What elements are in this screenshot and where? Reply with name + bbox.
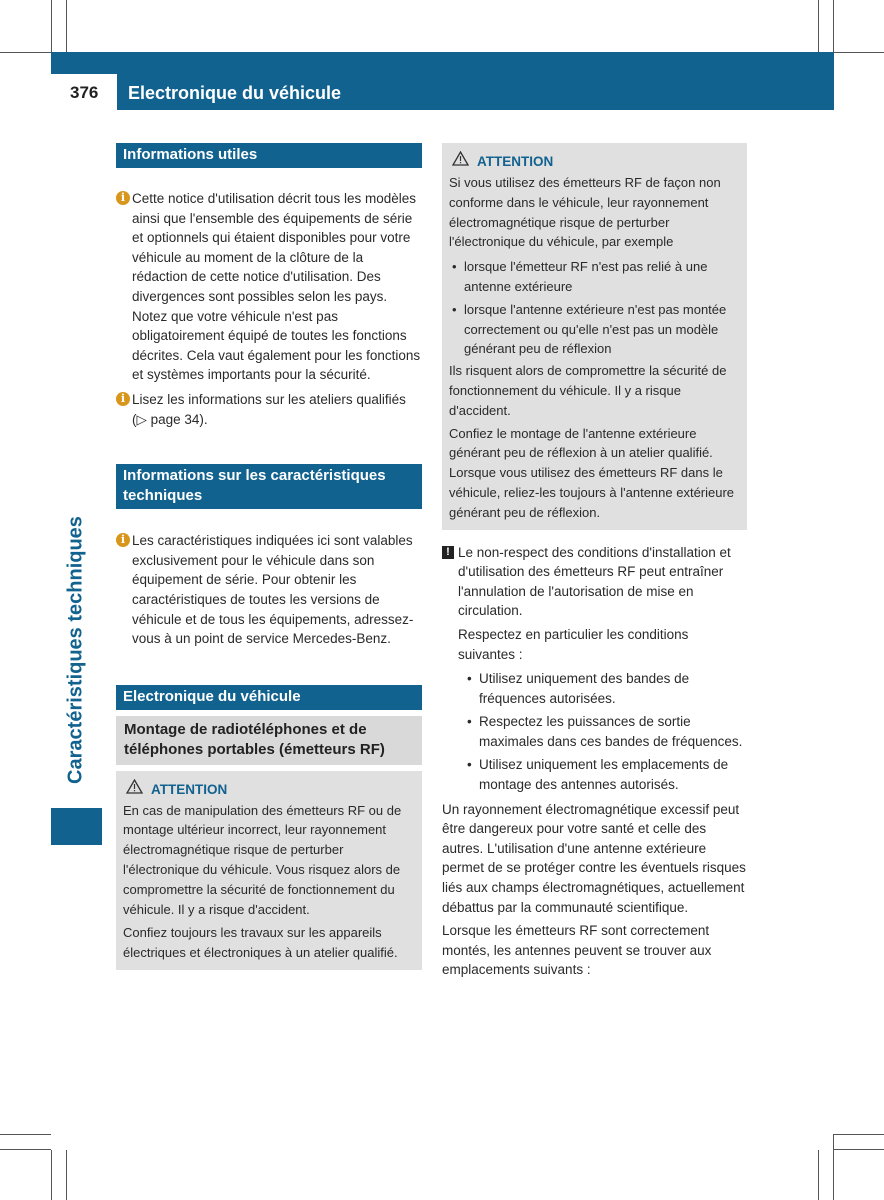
info-paragraph: [116, 390, 422, 429]
crop-mark: [833, 0, 834, 52]
section-heading-caracteristiques: Informations sur les caractéristiques techniques: [116, 464, 422, 509]
info-text-page-reference: Lisez les informations sur les ateliers qualifiés (▷ page 34).: [132, 391, 406, 427]
crop-mark: [0, 1149, 51, 1150]
notice-paragraph: [442, 543, 747, 621]
warning-heading: [449, 151, 740, 171]
crop-mark: [818, 1150, 819, 1200]
info-icon: i: [116, 191, 130, 205]
warning-heading: [123, 779, 415, 799]
info-paragraph: [116, 531, 422, 649]
notice-details: [442, 625, 747, 795]
warning-text: Confiez toujours les travaux sur les appareils électriques et électroniques à un atelier qualifié.: [123, 925, 398, 961]
info-icon: i: [116, 392, 130, 406]
section-heading-electronique: Electronique du véhicule: [116, 685, 422, 710]
warning-title: ATTENTION: [477, 154, 554, 169]
crop-mark: [51, 1150, 52, 1200]
list-item: • Utilisez uniquement les emplacements de montage des antennes autorisés.: [464, 755, 747, 794]
notice-text: Respectez en particulier les conditions suivantes :: [458, 626, 689, 662]
crop-mark: [66, 0, 67, 52]
warning-text: En cas de manipulation des émetteurs RF ou de montage ultérieur incorrect, leur rayonnement électromagnétique risque de perturber l'électronique du véhicule. Vous risquez alors de compromettre la sécurité de fonctionnement du véhicule. Il y a risque d'accident.: [123, 802, 402, 917]
warning-title: ATTENTION: [151, 781, 228, 797]
body-paragraph: Lorsque les émetteurs RF sont correctement montés, les antennes peuvent se trouver aux emplacements suivants :: [442, 923, 712, 978]
info-icon: i: [116, 533, 130, 547]
section-heading-informations-utiles: Informations utiles: [116, 143, 422, 168]
crop-mark: [0, 1134, 51, 1135]
info-paragraph: [116, 189, 422, 385]
list-item: • lorsque l'antenne extérieure n'est pas montée correctement ou qu'elle n'est pas un modèle générant peu de réflexion: [449, 300, 740, 359]
crop-mark: [834, 1149, 884, 1150]
warning-text: Si vous utilisez des émetteurs RF de façon non conforme dans le véhicule, leur rayonnement électromagnétique risque de perturber l'électronique du véhicule, par exemple: [449, 175, 721, 250]
crop-mark: [833, 1134, 834, 1200]
body-paragraph: Un rayonnement électromagnétique excessif peut être dangereux pour votre santé et celle des autres. L'utilisation d'une antenne extérieure permet de se protéger contre les éventuels risques liés aux champs électromagnétiques, actuellement débattus par la communauté scientifique.: [442, 801, 746, 915]
list-item: • Respectez les puissances de sortie maximales dans ces bandes de fréquences.: [464, 712, 747, 751]
warning-box: [116, 771, 422, 970]
subsection-heading-montage: Montage de radiotéléphones et de téléphones portables (émetteurs RF): [116, 716, 422, 765]
page-number: 376: [70, 83, 99, 102]
warning-box: [442, 143, 747, 530]
info-text: Cette notice d'utilisation décrit tous les modèles ainsi que l'ensemble des équipements de série et optionnels qui étaient disponibles pour votre véhicule au moment de la clôture de la rédaction de cette notice d'utilisation. Des divergences sont possibles selon les pays. Notez que votre véhicule n'est pas obligatoirement équipé de toutes les fonctions décrites. Cela vaut également pour les fonctions et systèmes importants pour la sécurité.: [132, 191, 421, 383]
crop-mark: [834, 1134, 884, 1135]
warning-triangle-icon: [126, 779, 143, 799]
list-item: • lorsque l'émetteur RF n'est pas relié à une antenne extérieure: [449, 257, 740, 297]
info-text: Les caractéristiques indiquées ici sont valables exclusivement pour le véhicule dans son équipement de série. Pour obtenir les caractéristiques de toutes les versions de véhicule et de tous les équipements, adressez-vous à un point de service Mercedes-Benz.: [132, 533, 414, 647]
side-tab-block: [51, 808, 102, 845]
warning-text: Ils risquent alors de compromettre la sécurité de fonctionnement du véhicule. Il y a risque d'accident.: [449, 363, 727, 418]
exclamation-icon: !: [442, 546, 454, 559]
left-column: [116, 143, 422, 970]
crop-mark: [66, 1150, 67, 1200]
side-tab-label: Caractéristiques techniques: [64, 516, 87, 784]
warning-text: Confiez le montage de l'antenne extérieure générant peu de réflexion à un atelier qualifié. Lorsque vous utilisez des émetteurs RF dans le véhicule, reliez-les toujours à l'antenne extérieure générant peu de réflexion.: [449, 425, 735, 520]
crop-mark: [51, 0, 52, 52]
crop-mark: [834, 52, 884, 53]
list-item: • Utilisez uniquement des bandes de fréquences autorisées.: [464, 669, 747, 708]
crop-mark: [0, 52, 51, 53]
page-title: Electronique du véhicule: [128, 83, 342, 103]
right-column: [442, 143, 747, 980]
crop-mark: [818, 0, 819, 52]
notice-text: Le non-respect des conditions d'installation et d'utilisation des émetteurs RF peut entraîner l'annulation de l'autorisation de mise en circulation.: [458, 544, 731, 619]
warning-triangle-icon: [452, 151, 469, 171]
